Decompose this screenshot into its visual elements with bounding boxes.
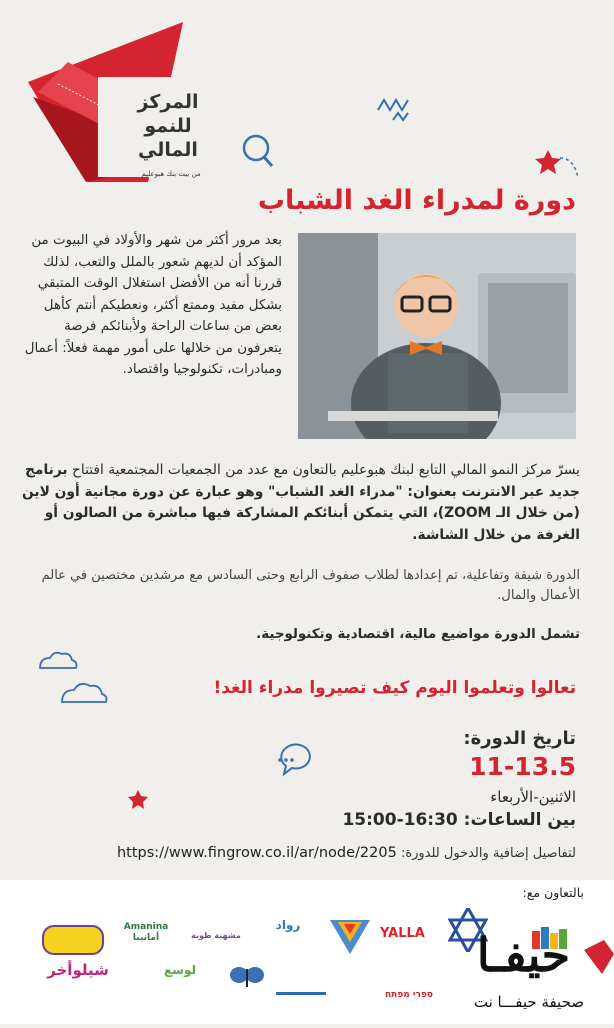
cloud-doodle [40,653,77,668]
partner-name-yalla: YALLA [380,926,425,941]
intro-paragraph: بعد مرور أكثر من شهر والأولاد في البيوت من المؤكد أن لديهم شعور بالملل والتعب، لذلك قررنا أنه من الأفضل استغلال الوقت المتبقي بشكل مفيد وممتع أكثر، ونعطيكم أنتم كأهل بعض من ساعات الراحة ولأبنائكم فرصة يتعرفون من خلالها على أمور مهمة فعلاً: أعمال ومبادرات، تكنولوجيا واقتصاد. [24,233,282,377]
main-paragraph-part2: برنامج جديد عبر الانترنت بعنوان: "مدراء الغد الشباب" وهو عبارة عن دورة مجانية أون لاين (من خلال الـ ZOOM)، التي يتمكن أبنائكم المشاركة فيها مباشرة من الصالون أو الغرفة من خلال الشاشة. [21,462,580,543]
main-paragraph-part1: يسرّ مركز النمو المالي التابع لبنك هبوعليم بالتعاون مع عدد من الجمعيات المجتمعية افتتاح [67,462,580,478]
partner-name-mishbeha: مشهبة طوبة [191,931,241,940]
course-topics: تشمل الدورة مواضيع مالية، اقتصادية وتكنولوجية. [256,627,580,642]
details-line [117,845,576,861]
partner-logo-sifrei-mafteah [384,990,434,1001]
zigzag-doodle-small [393,113,408,120]
course-date-label: تاريخ الدورة: [463,728,576,749]
main-paragraph [20,460,580,546]
watermark-subtitle: صحيفة حيفـــا نت [473,993,584,1011]
partner-logo-triangle [330,920,370,954]
partner-logo-amanina [112,922,180,944]
partner-logo-rowad [258,920,318,931]
course-days: الاثنين-الأربعاء [490,788,576,806]
course-date-value: 11-13.5 [469,752,576,781]
partner-logo-cartoon [42,925,104,955]
partner-logo-shilo [38,961,118,979]
call-to-action: تعالوا وتعلموا اليوم كيف تصيروا مدراء الغد! [213,678,576,698]
partner-logo-yalla [380,928,424,948]
partner-name-shilo: شيلوأخر [47,961,109,979]
chat-bubble-doodle [281,744,310,774]
cloud-doodle-2 [62,684,107,702]
course-description: الدورة شيقة وتفاعلية، تم إعدادها لطلاب صفوف الرابع وحتى السادس مع مرشدين مختصين في عالم الأعمال والمال. [41,568,580,603]
logo-line-3: المالي [138,139,198,161]
partner-name-sifrei-mafteah: ספרי מפתח [384,990,433,1000]
details-label: لتفاصيل إضافية والدخول للدورة: [400,846,576,861]
zigzag-doodle [378,100,408,110]
partner-logo-mishbeha [185,930,247,941]
course-hours: بين الساعات: 16:30-15:00 [342,810,576,830]
logo-subtitle: من بيت بنك هبوعليم [141,170,201,178]
logo-title [128,90,208,162]
magnifier-doodle [244,136,268,160]
boy-with-laptop-photo [298,233,576,439]
partner-logo-butterfly [228,965,266,989]
course-link[interactable]: https://www.fingrow.co.il/ar/node/2205 [116,845,397,861]
logo-line-1: المركز [137,91,199,113]
star-doodle [535,150,561,174]
partner-logo-education [276,972,326,995]
partner-name-rowad: رواد [275,918,301,932]
star-doodle-2 [128,790,148,809]
cooperation-label: بالتعاون مع: [522,885,584,900]
page-title: دورة لمدراء الغد الشباب [257,185,576,216]
watermark-name: حيفـا [476,928,570,982]
partner-name-amanina: Amanina أمانينا [123,922,169,943]
logo-line-2: للنمو [144,115,192,137]
partner-name-losaa: لوسع [163,963,197,977]
partner-logo-losaa [150,965,210,976]
